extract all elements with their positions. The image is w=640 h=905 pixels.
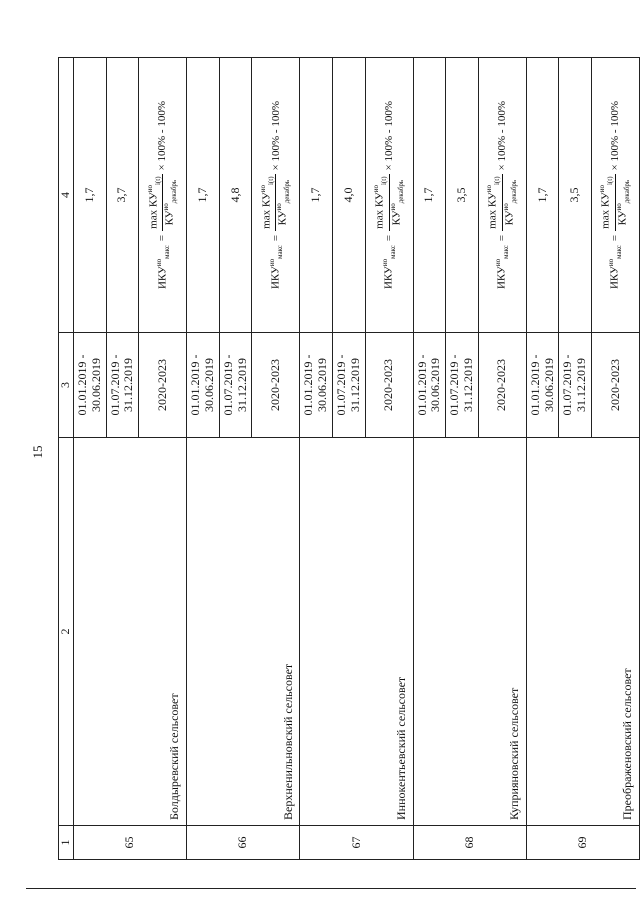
formula-eq: = [156,234,169,242]
period-2: 01.07.2019 - 31.12.2019 [219,333,252,438]
period-2: 01.07.2019 - 31.12.2019 [106,333,139,438]
table-row [300,58,333,860]
formula-fraction [147,174,179,230]
formula-fraction [260,174,292,230]
settlement-name: Верхненильновский сельсовет [187,438,300,826]
formula-denominator: $КУ^{ио}_{декабрь}$ [501,179,518,226]
period-1: 01.01.2019 - 30.06.2019 [413,333,446,438]
table-row [413,58,446,860]
formula [486,101,518,289]
formula-numerator: $\max КУ^{ио}_{i(t)}$ [145,176,162,229]
header-col-3: 3 [59,333,74,438]
header-col-4: 4 [59,58,74,333]
formula-numerator: $\max КУ^{ио}_{i(t)}$ [258,176,275,229]
formula [260,101,292,289]
header-col-1: 1 [59,826,74,860]
period-1: 01.01.2019 - 30.06.2019 [187,333,220,438]
formula-cell [365,58,413,333]
formula-denominator: $КУ^{ио}_{декабрь}$ [614,179,631,226]
period-2: 01.07.2019 - 31.12.2019 [559,333,592,438]
row-number: 67 [300,826,413,860]
formula-fraction [599,174,631,230]
formula-eq: = [495,234,508,242]
formula-cell [478,58,526,333]
settlement-name: Иннокентьевский сельсовет [300,438,413,826]
value-1: 1,7 [187,58,220,333]
formula-lhs: $ИКУ^{ио}_{макс}$ [154,245,171,290]
value-2: 3,5 [446,58,479,333]
period-3: 2020-2023 [591,333,639,438]
value-1: 1,7 [526,58,559,333]
formula-tail: × 100% - 100% [609,101,622,171]
row-number: 65 [74,826,187,860]
formula [373,101,405,289]
value-2: 4,8 [219,58,252,333]
formula-denominator: $КУ^{ио}_{декабрь}$ [388,179,405,226]
value-1: 1,7 [300,58,333,333]
page-number: 15 [30,445,45,459]
period-1: 01.01.2019 - 30.06.2019 [300,333,333,438]
formula-numerator: $\max КУ^{ио}_{i(t)}$ [598,176,615,229]
settlement-name: Болдыревский сельсовет [74,438,187,826]
formula-cell [252,58,300,333]
settlement-name: Куприяновский сельсовет [413,438,526,826]
formula-lhs: $ИКУ^{ио}_{макс}$ [607,245,624,290]
period-3: 2020-2023 [365,333,413,438]
settlement-name: Преображеновский сельсовет [526,438,639,826]
formula-lhs: $ИКУ^{ио}_{макс}$ [494,245,511,290]
row-number: 69 [526,826,639,860]
rotated-table-wrapper [58,58,635,860]
row-number: 66 [187,826,300,860]
value-1: 1,7 [74,58,107,333]
period-3: 2020-2023 [139,333,187,438]
bottom-rule [26,888,636,889]
formula-cell [591,58,639,333]
formula-eq: = [382,234,395,242]
formula-fraction [373,174,405,230]
period-3: 2020-2023 [252,333,300,438]
value-2: 3,7 [106,58,139,333]
formula-tail: × 100% - 100% [156,101,169,171]
header-col-2: 2 [59,438,74,826]
value-2: 4,0 [332,58,365,333]
formula-tail: × 100% - 100% [495,101,508,171]
formula [147,101,179,289]
formula-eq: = [269,234,282,242]
header-row [59,58,74,860]
formula-lhs: $ИКУ^{ио}_{макс}$ [267,245,284,290]
period-1: 01.01.2019 - 30.06.2019 [526,333,559,438]
formula [599,101,631,289]
formula-numerator: $\max КУ^{ио}_{i(t)}$ [485,176,502,229]
formula-eq: = [609,234,622,242]
formula-denominator: $КУ^{ио}_{декабрь}$ [275,179,292,226]
table-row [526,58,559,860]
formula-cell [139,58,187,333]
formula-fraction [486,174,518,230]
formula-tail: × 100% - 100% [269,101,282,171]
table-row [74,58,107,860]
formula-denominator: $КУ^{ио}_{декабрь}$ [162,179,179,226]
formula-tail: × 100% - 100% [382,101,395,171]
table-row [187,58,220,860]
tariff-table [58,57,640,860]
tariff-table-sheet [58,58,635,860]
value-2: 3,5 [559,58,592,333]
period-3: 2020-2023 [478,333,526,438]
value-1: 1,7 [413,58,446,333]
period-1: 01.01.2019 - 30.06.2019 [74,333,107,438]
formula-lhs: $ИКУ^{ио}_{макс}$ [381,245,397,290]
row-number: 68 [413,826,526,860]
period-2: 01.07.2019 - 31.12.2019 [332,333,365,438]
period-2: 01.07.2019 - 31.12.2019 [446,333,479,438]
formula-numerator: $\max КУ^{ио}_{i(t)}$ [372,176,388,229]
